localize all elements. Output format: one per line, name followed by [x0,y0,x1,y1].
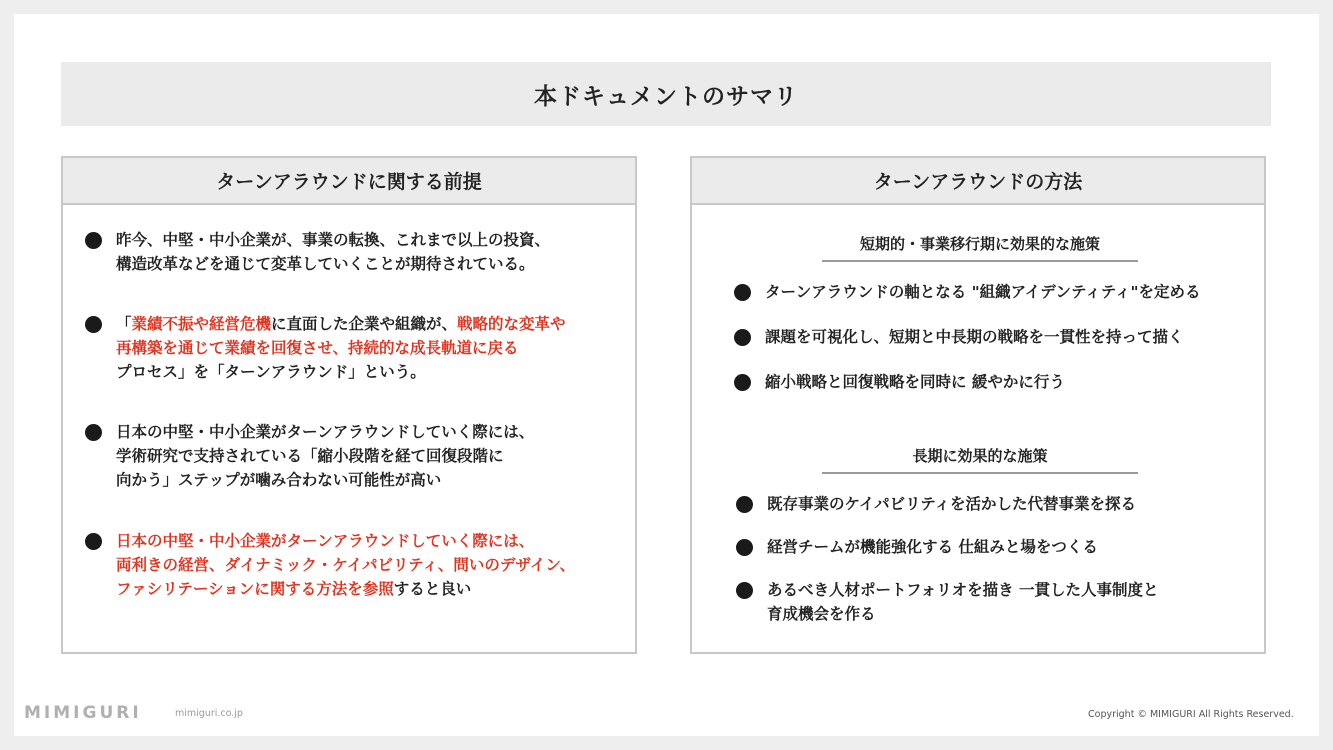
long-term-item-2: 経営チームが機能強化する 仕組みと場をつくる [736,535,1098,559]
premise-panel [61,156,637,654]
bullet-dot-icon [85,232,102,249]
short-term-item-3: 縮小戦略と回復戦略を同時に 緩やかに行う [734,370,1065,394]
bullet-dot-icon [85,424,102,441]
footer-copyright: Copyright © MIMIGURI All Rights Reserved. [1088,709,1294,720]
premise-bullet-3 [85,420,534,492]
short-term-item-2: 課題を可視化し、短期と中長期の戦略を一貫性を持って描く [734,325,1184,349]
short-term-subheading: 短期的・事業移行期に効果的な施策 [822,233,1138,262]
premise-bullet-2-text: 「業績不振や経営危機に直面した企業や組織が、戦略的な変革や 再構築を通じて業績を回復させ、持続的な成長軌道に戻る プロセス」を「ターンアラウンド」という。 [116,315,566,381]
highlight-text: ファシリテーションに関する方法を参照 [116,580,394,598]
bullet-dot-icon [85,533,102,550]
footer-url: mimiguri.co.jp [175,708,243,719]
page-title [61,62,1271,126]
page-title-text: 本ドキュメントのサマリ [534,83,798,110]
method-panel-heading: ターンアラウンドの方法 [692,158,1264,205]
long-term-subheading: 長期に効果的な施策 [822,445,1138,474]
premise-bullet-1-text: 昨今、中堅・中小企業が、事業の転換、これまで以上の投資、 構造改革などを通じて変革していくことが期待されている。 [116,231,551,273]
premise-bullet-2 [85,312,566,384]
highlight-text: 日本の中堅・中小企業がターンアラウンドしていく際には、 [116,532,535,550]
highlight-text: 戦略的な変革や [457,315,566,333]
premise-bullet-3-text: 日本の中堅・中小企業がターンアラウンドしていく際には、 学術研究で支持されている「縮小段階を経て回復段階に 向かう」ステップが噛み合わない可能性が高い [116,423,535,489]
premise-bullet-4 [85,529,575,601]
bullet-dot-icon [734,329,751,346]
short-term-item-1: ターンアラウンドの軸となる "組織アイデンティティ"を定める [734,280,1201,304]
bullet-dot-icon [85,316,102,333]
slide [14,14,1319,736]
bullet-dot-icon [736,496,753,513]
long-term-item-3: あるべき人材ポートフォリオを描き 一貫した人事制度と 育成機会を作る [736,578,1159,626]
highlight-text: 業績不振や経営危機 [131,315,272,333]
bullet-dot-icon [734,374,751,391]
long-term-item-1: 既存事業のケイパビリティを活かした代替事業を探る [736,492,1136,516]
highlight-text: 再構築を通じて業績を回復させ、持続的な成長軌道に戻る [116,339,519,357]
premise-bullet-1 [85,228,550,276]
premise-bullet-4-text: 日本の中堅・中小企業がターンアラウンドしていく際には、 両利きの経営、ダイナミック・ケイパビリティ、問いのデザイン、 ファシリテーションに関する方法を参照すると良い [116,529,575,601]
premise-panel-heading: ターンアラウンドに関する前提 [63,158,635,205]
bullet-dot-icon [736,539,753,556]
bullet-dot-icon [734,284,751,301]
bullet-dot-icon [736,582,753,599]
highlight-text: 両利きの経営、ダイナミック・ケイパビリティ、問いのデザイン、 [116,556,576,574]
method-panel [690,156,1266,654]
mimiguri-logo: MIMIGURI [24,703,142,723]
